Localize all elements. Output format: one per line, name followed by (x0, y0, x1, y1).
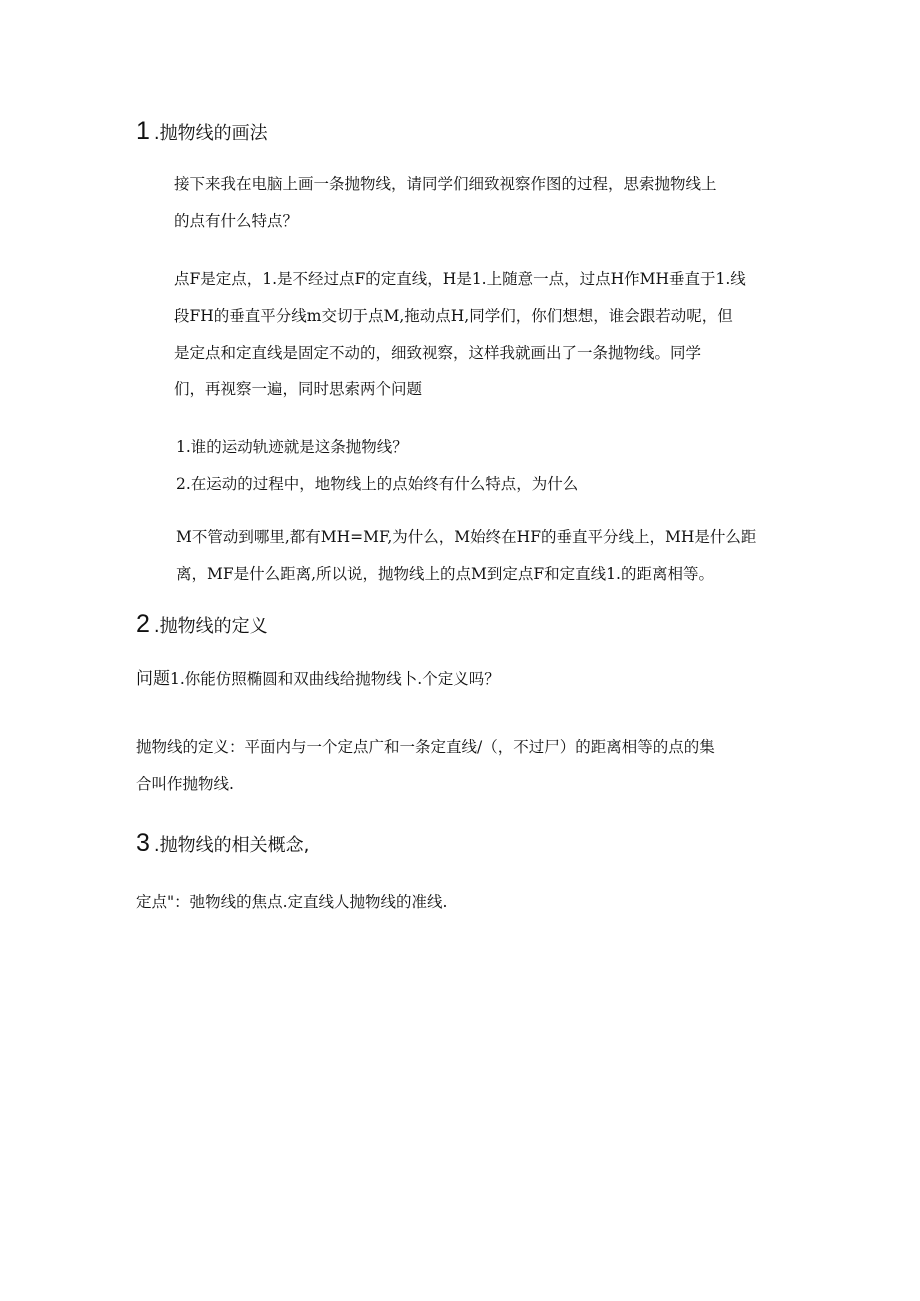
intro-line-2: 的点有什么特点？ (174, 212, 299, 230)
paragraph-line-2: 段FH的垂直平分线m交切于点M,拖动点H,同学们，你们想想，谁会跟若动呢，但 (174, 307, 733, 325)
section-1-title: .抛物线的画法 (153, 123, 268, 144)
paragraph-line-4: 们，再视察一遍，同时思索两个问题 (174, 380, 423, 398)
section-1-number: 1 (136, 117, 150, 145)
section-3-number: 3 (136, 829, 150, 857)
section-2-number: 2 (136, 610, 150, 638)
paragraph-line-1: 点F是定点，1.是不经过点F的定直线，H是1.上随意一点，过点H作MH垂直于1.线 (174, 270, 746, 288)
answer-line-2: 离，MF是什么距离,所以说，抛物线上的点M到定点F和定直线1.的距离相等。 (176, 565, 714, 583)
question-item-2: 2.在运动的过程中，地物线上的点始终有什么特点，为什么 (176, 475, 579, 493)
question-item-1: 1.谁的运动轨迹就是这条抛物线？ (176, 438, 408, 456)
definition-line-2: 合叫作抛物线. (136, 775, 234, 793)
paragraph-line-3: 是定点和定直线是固定不动的，细致视察，这样我就画出了一条抛物线。同学 (174, 344, 702, 362)
section-3-title: .抛物线的相关概念, (153, 835, 310, 856)
question-1-text: 1.你能仿照椭圆和双曲线给抛物线卜.个定义吗？ (170, 670, 500, 688)
intro-line-1: 接下来我在电脑上画一条抛物线，请同学们细致视察作图的过程，思索抛物线上 (174, 175, 717, 193)
definition-line-1: 抛物线的定义：平面内与一个定点广和一条定直线/（，不过尸）的距离相等的点的集 (136, 738, 715, 756)
answer-line-1: M不管动到哪里,都有MH=MF,为什么，M始终在HF的垂直平分线上，MH是什么距 (176, 528, 757, 546)
section-1-heading (136, 116, 268, 149)
question-1-line (136, 668, 500, 690)
question-label: 问题 (136, 669, 170, 689)
section-3-heading (136, 828, 309, 861)
section-2-title: .抛物线的定义 (153, 616, 268, 637)
concept-line: 定点"：弛物线的焦点.定直线人抛物线的准线. (136, 893, 448, 911)
section-2-heading (136, 609, 268, 642)
